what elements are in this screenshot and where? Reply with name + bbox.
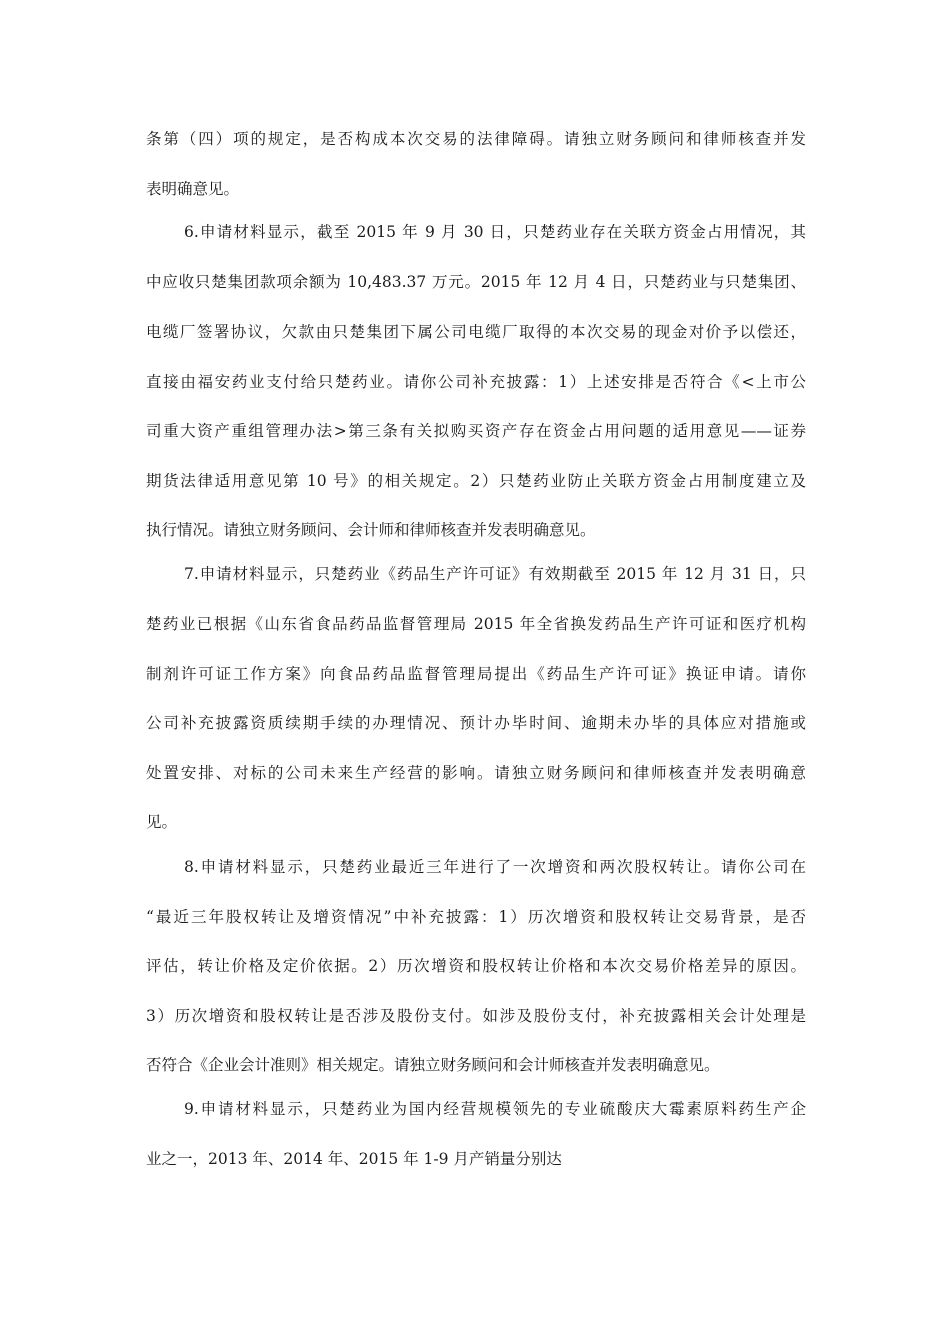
paragraph-7-line: 7.申请材料显示，只楚药业《药品生产许可证》有效期截至 2015 年 12 月 31 日，只 xyxy=(184,565,806,583)
text-line: 条第（四）项的规定，是否构成本次交易的法律障碍。请独立财务顾问和律师核查并发 xyxy=(146,130,806,148)
text-line: 业之一，2013 年、2014 年、2015 年 1-9 月产销量分别达 xyxy=(146,1150,562,1168)
text-line: 否符合《企业会计准则》相关规定。请独立财务顾问和会计师核查并发表明确意见。 xyxy=(146,1056,720,1074)
text-line: 3）历次增资和股权转让是否涉及股份支付。如涉及股份支付，补充披露相关会计处理是 xyxy=(146,1007,806,1025)
text-line: 电缆厂签署协议，欠款由只楚集团下属公司电缆厂取得的本次交易的现金对价予以偿还， xyxy=(146,323,806,341)
text-line: 执行情况。请独立财务顾问、会计师和律师核查并发表明确意见。 xyxy=(146,521,596,539)
text-line: 制剂许可证工作方案》向食品药品监督管理局提出《药品生产许可证》换证申请。请你 xyxy=(146,665,806,683)
text-line: 评估，转让价格及定价依据。2）历次增资和股权转让价格和本次交易价格差异的原因。 xyxy=(146,957,806,975)
text-line: “最近三年股权转让及增资情况”中补充披露：1）历次增资和股权转让交易背景，是否 xyxy=(146,908,806,926)
text-line: 中应收只楚集团款项余额为 10,483.37 万元。2015 年 12 月 4 日，只楚药业与只楚集团、 xyxy=(146,273,806,291)
text-line: 直接由福安药业支付给只楚药业。请你公司补充披露：1）上述安排是否符合《<上市公 xyxy=(146,373,806,391)
paragraph-6-line: 6.申请材料显示，截至 2015 年 9 月 30 日，只楚药业存在关联方资金占用情况，其 xyxy=(184,223,806,241)
text-line: 公司补充披露资质续期手续的办理情况、预计办毕时间、逾期未办毕的具体应对措施或 xyxy=(146,714,806,732)
text-line: 处置安排、对标的公司未来生产经营的影响。请独立财务顾问和律师核查并发表明确意 xyxy=(146,764,806,782)
text-line: 司重大资产重组管理办法>第三条有关拟购买资产存在资金占用问题的适用意见——证券 xyxy=(146,422,806,440)
text-line: 期货法律适用意见第 10 号》的相关规定。2）只楚药业防止关联方资金占用制度建立及 xyxy=(146,472,806,490)
text-line: 见。 xyxy=(146,813,178,831)
paragraph-8-line: 8.申请材料显示，只楚药业最近三年进行了一次增资和两次股权转让。请你公司在 xyxy=(184,858,806,876)
text-line: 表明确意见。 xyxy=(146,180,240,198)
text-line: 楚药业已根据《山东省食品药品监督管理局 2015 年全省换发药品生产许可证和医疗机构 xyxy=(146,615,806,633)
paragraph-9-line: 9.申请材料显示，只楚药业为国内经营规模领先的专业硫酸庆大霉素原料药生产企 xyxy=(184,1100,806,1118)
